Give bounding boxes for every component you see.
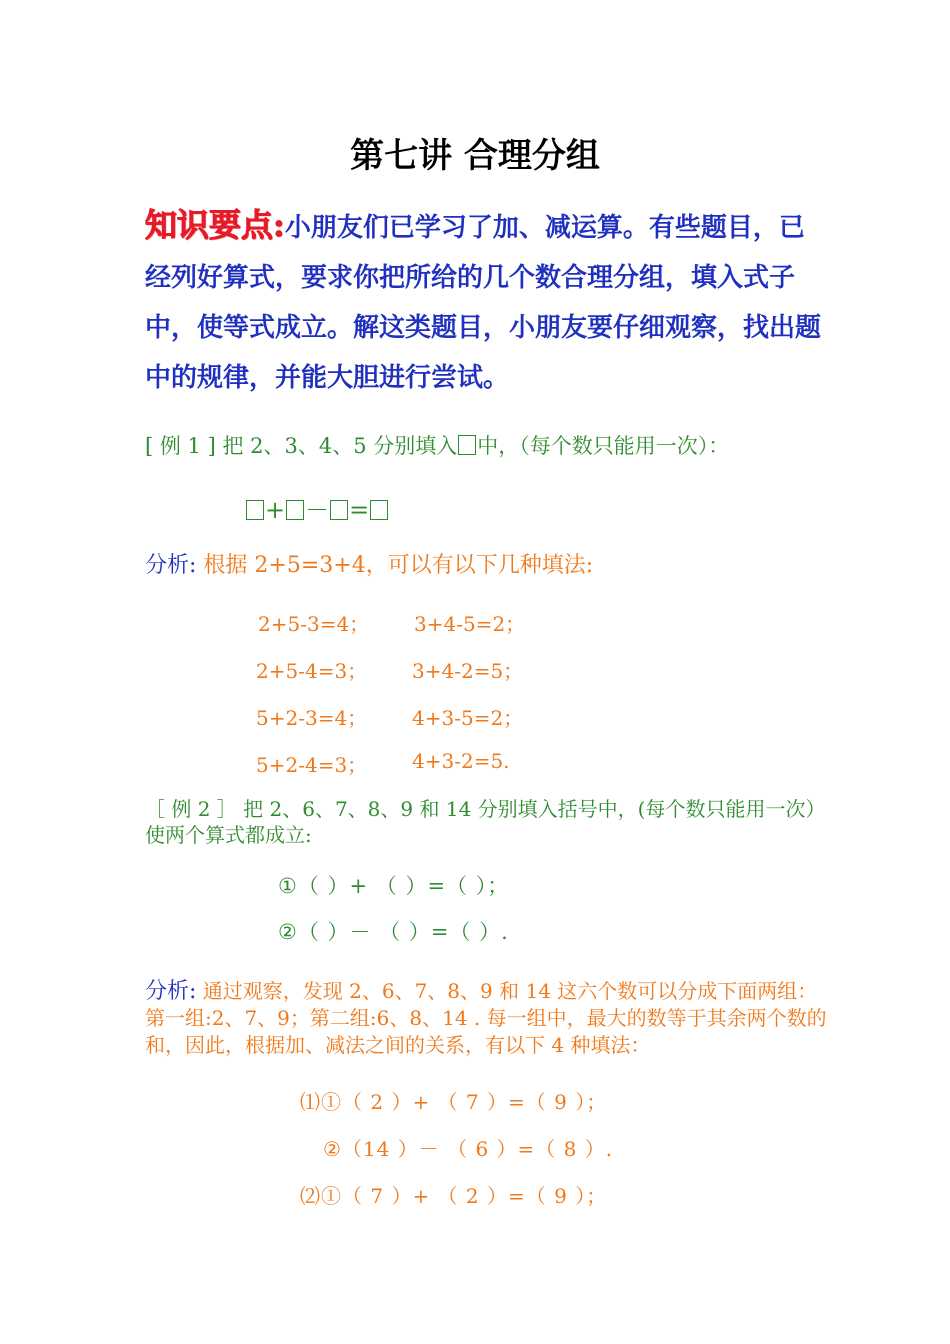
analysis-1-text: 根据 2+5=3+4，可以有以下几种填法:	[196, 553, 594, 578]
solution-2: ②（14 ）－ （ 6 ）=（ 8 ）.	[323, 1137, 614, 1161]
fill-right-2: 3+4-2=5；	[412, 659, 524, 683]
knowledge-points-text: 小朋友们已学习了加、减运算。有些题目，已经列好算式，要求你把所给的几个数合理分组，填入式子中，使等式成立。解这类题目，小朋友要仔细观察，找出题中的规律，并能大胆进行尝试。	[145, 213, 822, 393]
example-1-label: [ 例 1 ]	[145, 434, 216, 458]
fill-left-4: 5+2-4=3；	[256, 753, 368, 777]
blank-box	[330, 500, 348, 520]
example-1-text-after: 中，（每个数只能用一次）：	[477, 434, 730, 458]
example-1-text-before: 把 2、3、4、5 分别填入	[215, 434, 458, 458]
example-2-text: ［ 例 2 ］ 把 2、6、7、8、9 和 14 分别填入括号中，(每个数只能用一次）使两个算式都成立:	[145, 797, 816, 847]
equation-op-plus: +	[265, 496, 286, 524]
fill-right-1: 3+4-5=2；	[414, 612, 526, 636]
fill-right-4: 4+3-2=5.	[412, 749, 510, 773]
analysis-2-label: 分析:	[145, 979, 197, 1004]
blank-box	[246, 500, 264, 520]
fill-left-3: 5+2-3=4；	[256, 706, 368, 730]
fill-left-2: 2+5-4=3；	[256, 659, 368, 683]
analysis-2	[145, 978, 835, 1059]
equation-op-equals: =	[349, 496, 370, 524]
analysis-1-label: 分析:	[145, 553, 197, 578]
analysis-1	[145, 548, 593, 579]
example-1-equation	[245, 490, 389, 525]
blank-box	[370, 500, 388, 520]
knowledge-points-label: 知识要点:	[145, 206, 285, 244]
equation-op-minus: －	[305, 496, 330, 524]
solution-1: ⑴①（ 2 ）+ （ 7 ）=（ 9 ）；	[300, 1090, 608, 1114]
example-2-line-1: ①（ ）+ （ ）=（ ）；	[278, 874, 510, 898]
blank-box	[458, 435, 476, 455]
solution-3: ⑵①（ 7 ）+ （ 2 ）=（ 9 ）；	[300, 1184, 608, 1208]
page-title: 第七讲 合理分组	[350, 136, 600, 176]
fill-left-1: 2+5-3=4；	[258, 612, 370, 636]
example-1	[145, 430, 729, 460]
knowledge-points	[145, 200, 825, 403]
example-2-line-2: ②（ ）－ （ ）=（ ）.	[278, 920, 509, 944]
analysis-2-text: 通过观察，发现 2、6、7、8、9 和 14 这六个数可以分成下面两组：第一组:2、7、9；第二组:6、8、14 . 每一组中，最大的数等于其余两个数的和，因此，根据加、减法之间的关系，有以下 4 种填法：	[145, 979, 827, 1057]
fill-right-3: 4+3-5=2；	[412, 706, 524, 730]
blank-box	[286, 500, 304, 520]
